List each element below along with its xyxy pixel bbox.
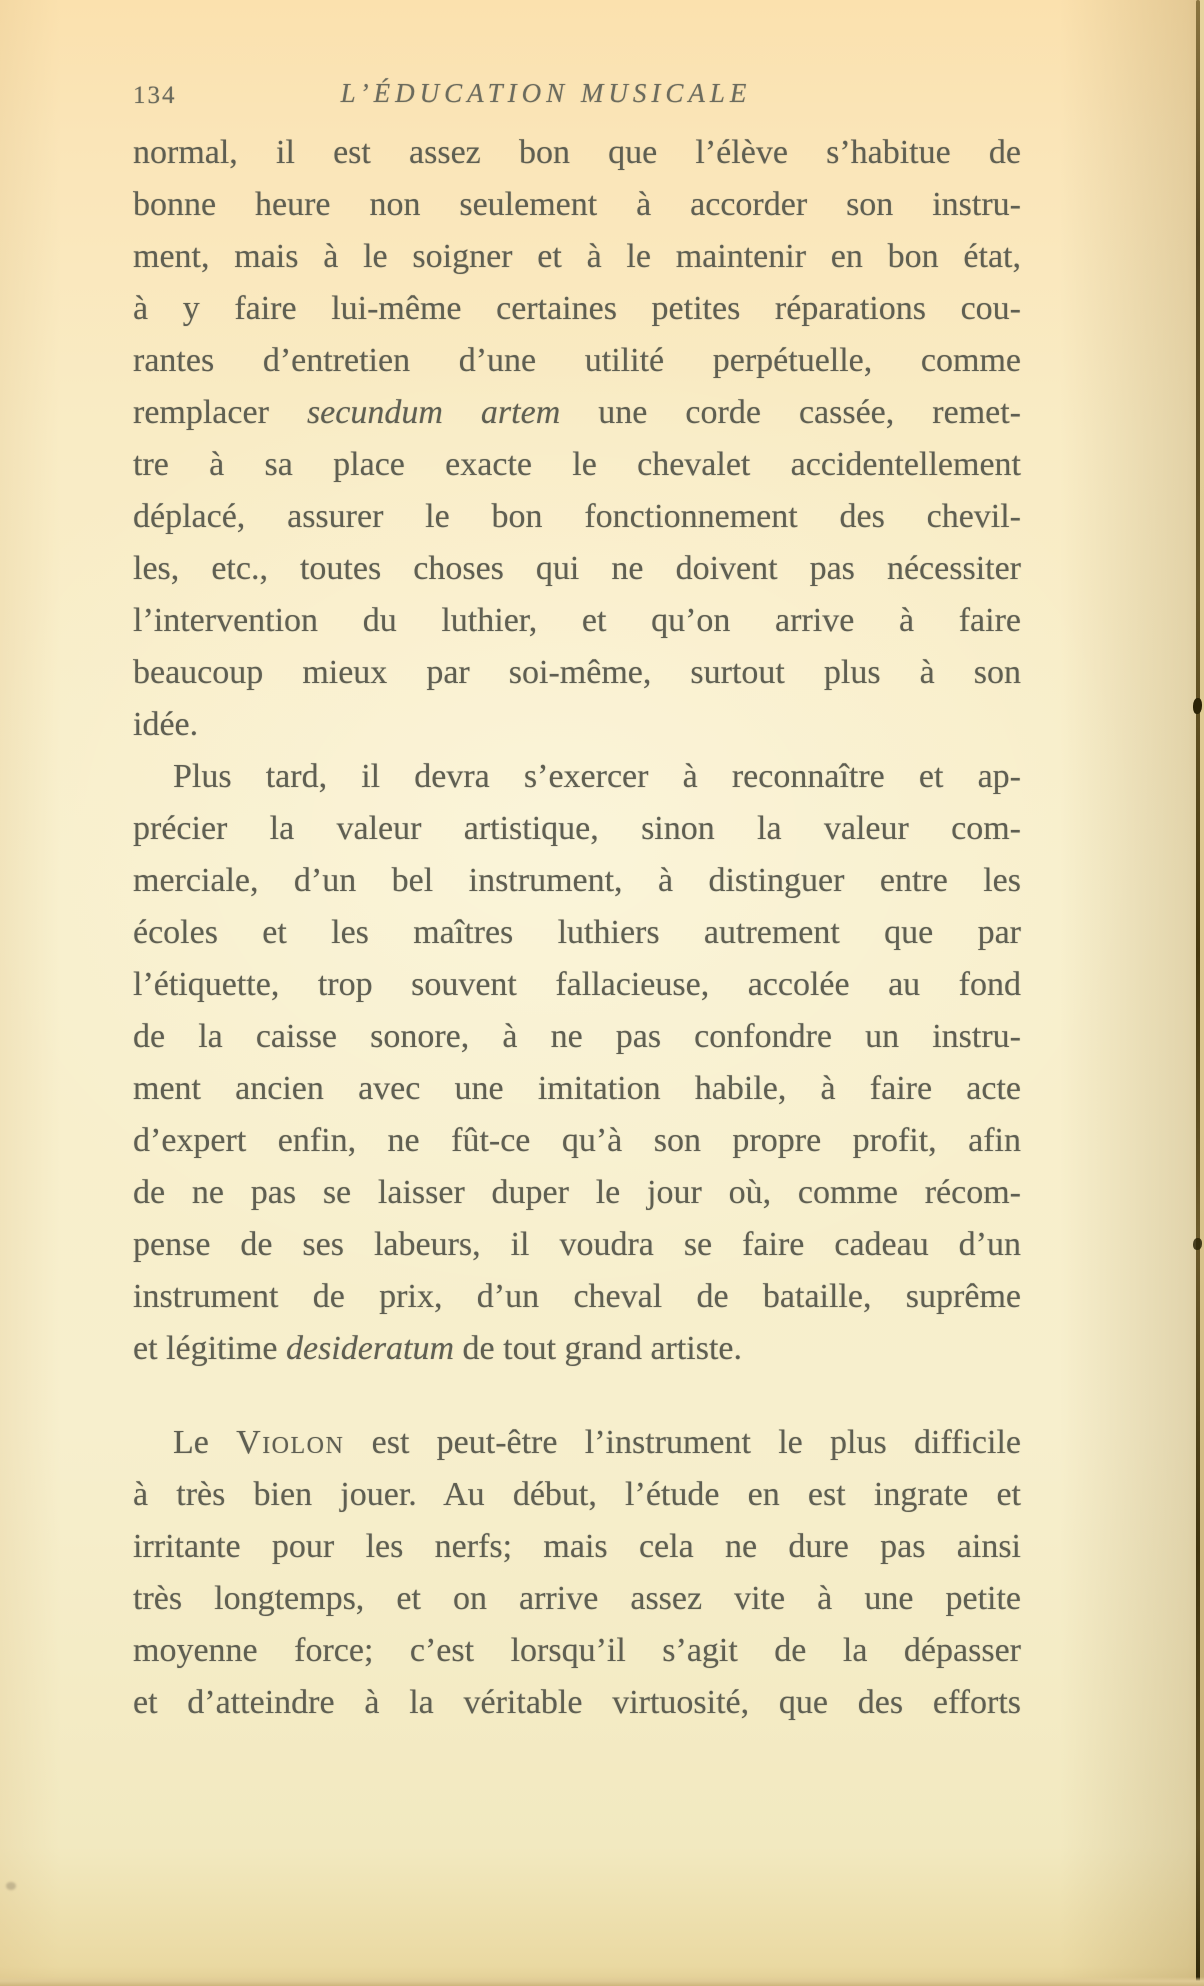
text-line (133, 335, 1021, 387)
text-line (133, 1521, 1021, 1573)
text-segment: pense de ses labeurs, il voudra se faire cadeau d’un (133, 1226, 1021, 1263)
text-line (133, 1115, 1021, 1167)
text-line (133, 1167, 1021, 1219)
text-line (133, 1219, 1021, 1271)
text-segment: une corde cassée, remet- (560, 394, 1022, 431)
text-segment: et d’atteindre à la véritable virtuosité, que des efforts (133, 1684, 1021, 1721)
text-segment: instrument de prix, d’un cheval de bataille, suprême (133, 1278, 1021, 1315)
ink-blot (1193, 1238, 1202, 1250)
text-segment: l’étiquette, trop souvent fallacieuse, accolée au fond (133, 966, 1021, 1003)
text-line (133, 855, 1021, 907)
page-body-text (133, 127, 1021, 1729)
ink-blot (1193, 698, 1202, 714)
text-line (133, 1677, 1021, 1729)
text-line (133, 959, 1021, 1011)
text-line (133, 647, 1021, 699)
text-line (133, 1323, 1021, 1375)
text-segment: écoles et les maîtres luthiers autrement que par (133, 914, 1021, 951)
italic-text: desideratum (285, 1330, 455, 1367)
text-segment: à y faire lui-même certaines petites réparations cou- (133, 290, 1021, 327)
smallcaps-text: Violon (236, 1424, 345, 1461)
text-segment: Le (173, 1424, 237, 1461)
scan-smudge (6, 1882, 16, 1890)
text-segment: ment, mais à le soigner et à le maintenir en bon état, (133, 238, 1021, 275)
text-segment: irritante pour les nerfs; mais cela ne dure pas ainsi (133, 1528, 1021, 1565)
page-header (133, 76, 1019, 116)
text-line (133, 127, 1021, 179)
page-edge-strip (1200, 0, 1204, 1986)
text-line (133, 803, 1021, 855)
paragraph (133, 127, 1021, 751)
text-line (133, 543, 1021, 595)
text-line (133, 1063, 1021, 1115)
text-segment: rantes d’entretien d’une utilité perpétuelle, comme (133, 342, 1021, 379)
text-segment: d’expert enfin, ne fût-ce qu’à son propre profit, afin (133, 1122, 1021, 1159)
text-line (133, 1417, 1021, 1469)
text-segment: l’intervention du luthier, et qu’on arrive à faire (133, 602, 1021, 639)
text-line (133, 283, 1021, 335)
text-line (133, 231, 1021, 283)
text-line (133, 491, 1021, 543)
text-segment: de la caisse sonore, à ne pas confondre un instru- (133, 1018, 1021, 1055)
text-segment: remplacer (133, 394, 307, 431)
text-segment: idée. (133, 706, 199, 743)
text-segment: bonne heure non seulement à accorder son instru- (133, 186, 1021, 223)
text-line (133, 439, 1021, 491)
running-header-title: L’ÉDUCATION MUSICALE (340, 78, 752, 108)
text-segment: normal, il est assez bon que l’élève s’habitue de (133, 134, 1021, 171)
text-line (133, 595, 1021, 647)
text-segment: beaucoup mieux par soi-même, surtout plus à son (133, 654, 1021, 691)
text-line (133, 179, 1021, 231)
text-segment: de ne pas se laisser duper le jour où, comme récom- (133, 1174, 1021, 1211)
text-segment: merciale, d’un bel instrument, à distinguer entre les (133, 862, 1021, 899)
text-segment: Plus tard, il devra s’exercer à reconnaître et ap- (173, 758, 1021, 795)
text-segment: déplacé, assurer le bon fonctionnement des chevil- (133, 498, 1021, 535)
text-line (133, 387, 1021, 439)
page-bottom-edge (0, 1977, 1204, 1986)
text-segment: ment ancien avec une imitation habile, à faire acte (133, 1070, 1021, 1107)
text-line (133, 907, 1021, 959)
text-line (133, 699, 1021, 751)
paragraph (133, 751, 1021, 1375)
text-line (133, 1625, 1021, 1677)
text-line (133, 1271, 1021, 1323)
paragraph (133, 1417, 1021, 1729)
text-line (133, 1573, 1021, 1625)
text-segment: moyenne force; c’est lorsqu’il s’agit de la dépasser (133, 1632, 1021, 1669)
italic-text: secundum artem (306, 394, 561, 431)
text-line (133, 1011, 1021, 1063)
page-number: 134 (133, 82, 177, 109)
text-segment: précier la valeur artistique, sinon la valeur com- (133, 810, 1021, 847)
text-segment: très longtemps, et on arrive assez vite à une petite (133, 1580, 1021, 1617)
text-segment: les, etc., toutes choses qui ne doivent pas nécessiter (133, 550, 1021, 587)
text-line (133, 1469, 1021, 1521)
text-segment: et légitime (133, 1330, 286, 1367)
page-edge-shadow (1196, 0, 1200, 1986)
text-line (133, 751, 1021, 803)
text-segment: à très bien jouer. Au début, l’étude en est ingrate et (133, 1476, 1021, 1513)
text-segment: de tout grand artiste. (454, 1330, 743, 1367)
text-segment: est peut-être l’instrument le plus difficile (344, 1424, 1021, 1461)
text-segment: tre à sa place exacte le chevalet accidentellement (133, 446, 1021, 483)
